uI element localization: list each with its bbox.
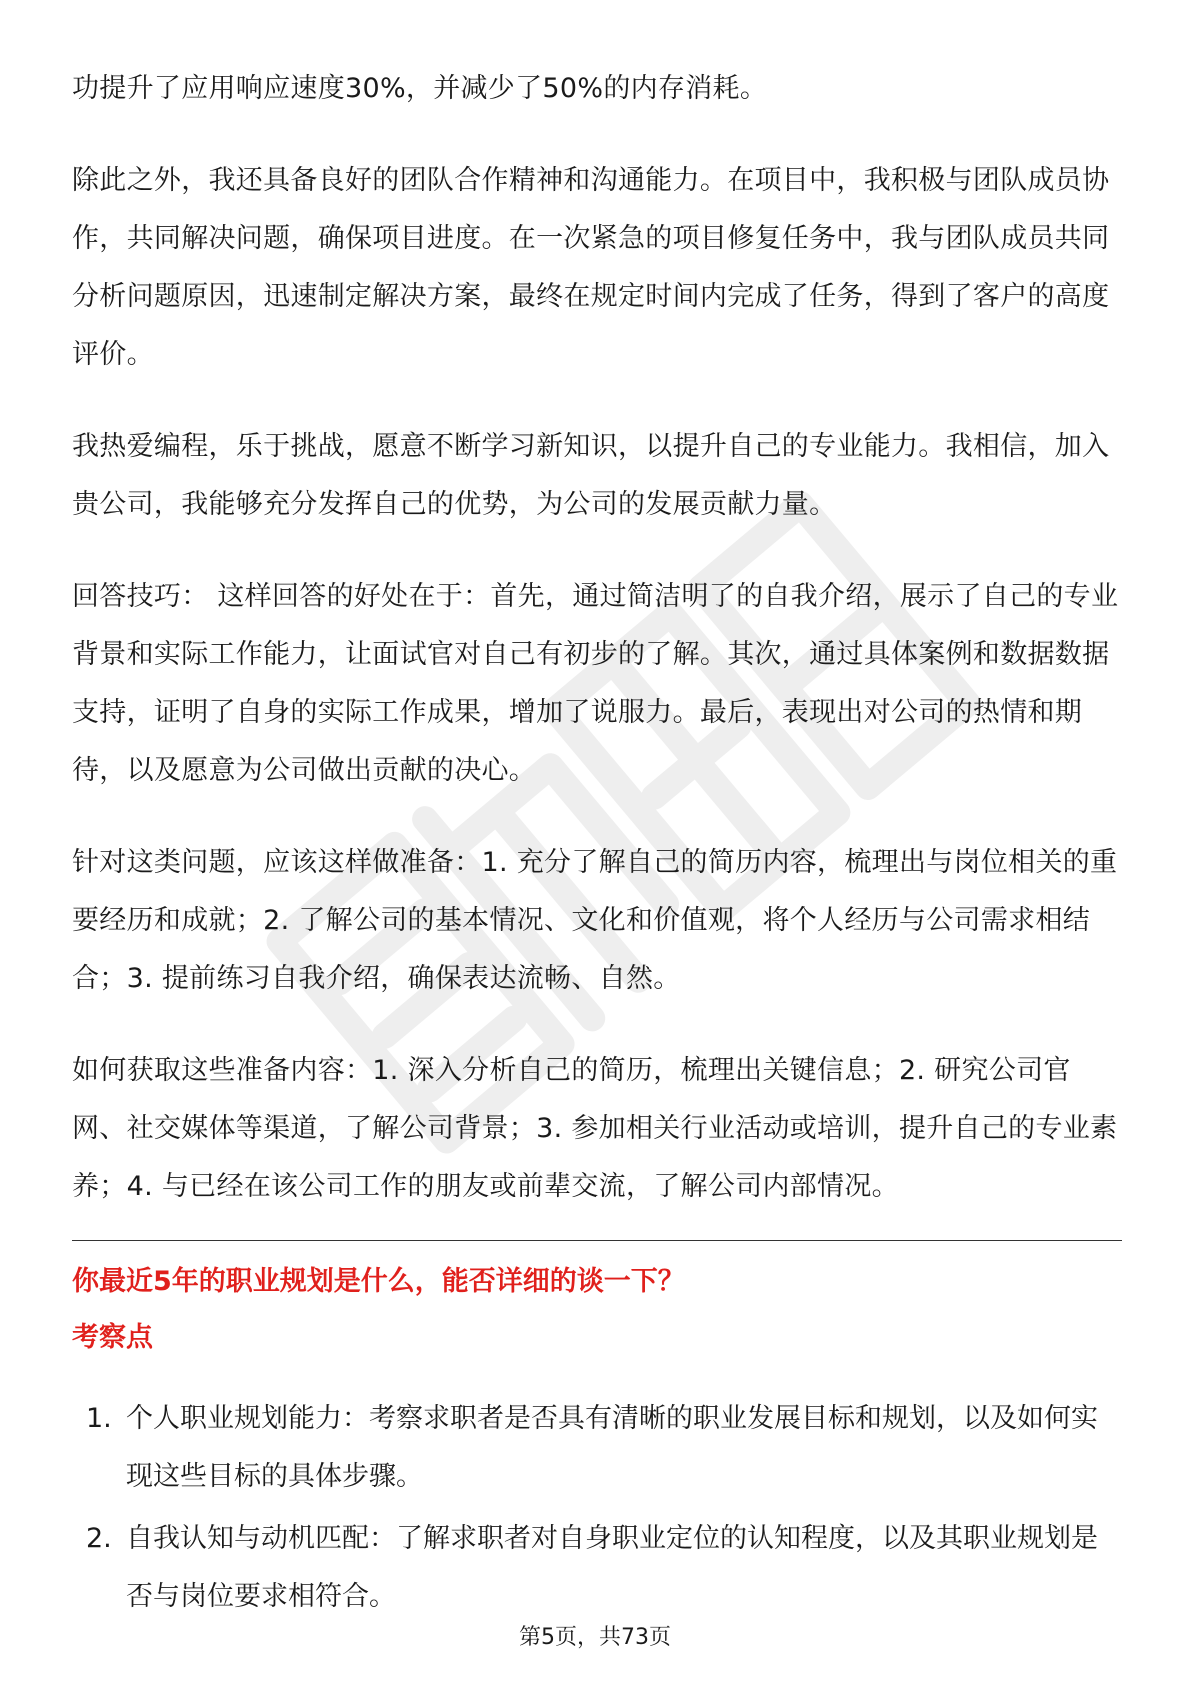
page-number: 第5页，共73页 <box>519 1625 671 1650</box>
list-text: 个人职业规划能力：考察求职者是否具有清晰的职业发展目标和规划，以及如何实现这些目标的具体步骤。 <box>126 1403 1098 1492</box>
list-item <box>72 1390 1122 1506</box>
list-text: 自我认知与动机匹配：了解求职者对自身职业定位的认知程度，以及其职业规划是否与岗位要求相符合。 <box>126 1523 1098 1612</box>
paragraph-1: 功提升了应用响应速度30%，并减少了50%的内存消耗。 <box>72 73 768 104</box>
question-heading: 你最近5年的职业规划是什么，能否详细的谈一下？ <box>72 1266 685 1297</box>
assessment-points-heading: 考察点 <box>72 1322 153 1353</box>
paragraph-answer-tips: 回答技巧： 这样回答的好处在于：首先，通过简洁明了的自我介绍，展示了自己的专业背景和实际工作能力，让面试官对自己有初步的了解。其次，通过具体案例和数据数据支持，证明了自身的实际工作成果，增加了说服力。最后，表现出对公司的热情和期待，以及愿意为公司做出贡献的决心。 <box>72 581 1119 786</box>
paragraph-obtain: 如何获取这些准备内容：1. 深入分析自己的简历，梳理出关键信息；2. 研究公司官网、社交媒体等渠道，了解公司背景；3. 参加相关行业活动或培训，提升自己的专业素养；4. 与已经在该公司工作的朋友或前辈交流，了解公司内部情况。 <box>72 1055 1118 1202</box>
list-item <box>72 1510 1122 1626</box>
paragraph-3: 我热爱编程，乐于挑战，愿意不断学习新知识，以提升自己的专业能力。我相信，加入贵公司，我能够充分发挥自己的优势，为公司的发展贡献力量。 <box>72 431 1110 520</box>
section-divider <box>72 1240 1122 1241</box>
list-number: 1. <box>86 1403 112 1434</box>
assessment-list <box>72 1390 1122 1630</box>
body-text <box>72 60 1122 1216</box>
paragraph-preparation: 针对这类问题，应该这样做准备：1. 充分了解自己的简历内容，梳理出与岗位相关的重要经历和成就；2. 了解公司的基本情况、文化和价值观，将个人经历与公司需求相结合；3. 提前练习自我介绍，确保表达流畅、自然。 <box>72 847 1118 994</box>
paragraph-2: 除此之外，我还具备良好的团队合作精神和沟通能力。在项目中，我积极与团队成员协作，共同解决问题，确保项目进度。在一次紧急的项目修复任务中，我与团队成员共同分析问题原因，迅速制定解决方案，最终在规定时间内完成了任务，得到了客户的高度评价。 <box>72 165 1110 370</box>
list-number: 2. <box>86 1523 112 1554</box>
